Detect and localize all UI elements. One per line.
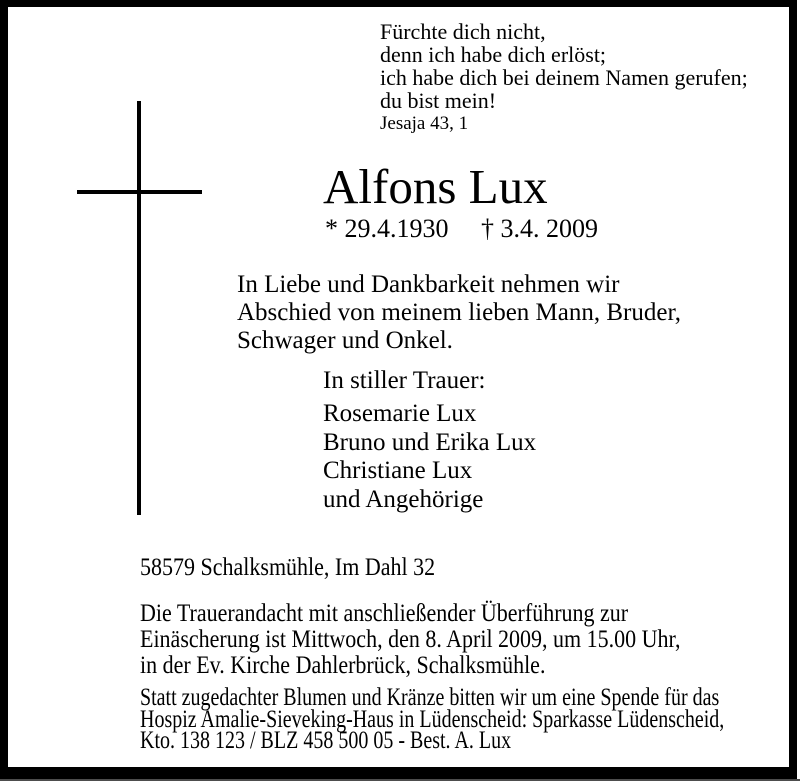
verse-line: ich habe dich bei deinem Namen gerufen;	[380, 65, 748, 90]
donation-line: Hospiz Amalie-Sieveking-Haus in Lüdenscheid: Sparkasse Lüdenscheid,	[140, 705, 725, 733]
farewell-paragraph	[237, 271, 681, 355]
donation-paragraph	[140, 684, 725, 754]
verse-line: denn ich habe dich erlöst;	[380, 42, 607, 67]
service-line: Die Trauerandacht mit anschließender Überführung zur	[140, 600, 629, 627]
home-address: 58579 Schalksmühle, Im Dahl 32	[140, 554, 436, 581]
farewell-line: In Liebe und Dankbarkeit nehmen wir	[237, 271, 620, 298]
mourner-name: und Angehörige	[323, 485, 484, 513]
verse-line: du bist mein!	[380, 88, 497, 113]
donation-line: Statt zugedachter Blumen und Kränze bitten wir um eine Spende für das	[140, 684, 720, 711]
service-paragraph	[140, 601, 681, 679]
service-line: in der Ev. Kirche Dahlerbrück, Schalksmühle.	[140, 652, 546, 679]
mourner-name: Rosemarie Lux	[323, 400, 477, 427]
birth-date: * 29.4.1930	[325, 214, 449, 243]
cross-vertical-bar	[137, 101, 141, 515]
verse-source: Jesaja 43, 1	[380, 113, 469, 134]
mourner-name: Christiane Lux	[323, 457, 473, 484]
donation-line: Kto. 138 123 / BLZ 458 500 05 - Best. A. Lux	[140, 727, 512, 754]
mourners-list	[323, 400, 536, 514]
mourner-name: Bruno und Erika Lux	[323, 428, 537, 456]
bible-verse	[380, 20, 748, 112]
mourning-label: In stiller Trauer:	[323, 367, 486, 394]
cross-horizontal-bar	[77, 190, 202, 194]
farewell-line: Schwager und Onkel.	[237, 327, 453, 354]
death-date: † 3.4. 2009	[481, 214, 598, 243]
deceased-name: Alfons Lux	[323, 159, 548, 214]
farewell-line: Abschied von meinem lieben Mann, Bruder,	[237, 299, 682, 326]
service-line: Einäscherung ist Mittwoch, den 8. April 2009, um 15.00 Uhr,	[140, 626, 681, 653]
verse-line: Fürchte dich nicht,	[380, 19, 546, 44]
